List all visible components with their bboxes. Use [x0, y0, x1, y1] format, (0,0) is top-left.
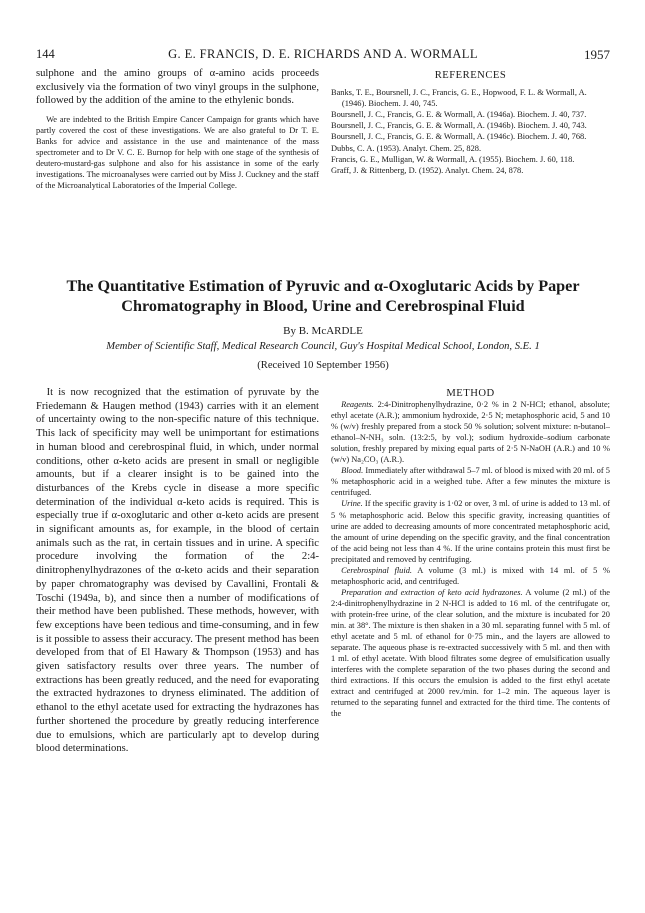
reference-item: Boursnell, J. C., Francis, G. E. & Wormall, A. (1946c). Biochem. J. 40, 768.	[331, 132, 587, 142]
reference-item: Francis, G. E., Mulligan, W. & Wormall, A. (1955). Biochem. J. 60, 118.	[331, 154, 575, 164]
reference-item: Banks, T. E., Boursnell, J. C., Francis, G. E., Hopwood, F. L. & Wormall, A. (1946). Biochem. J. 40, 745.	[331, 88, 587, 109]
reference-item: Graff, J. & Rittenberg, D. (1952). Analyt. Chem. 24, 878.	[331, 165, 524, 175]
section-text: Immediately after withdrawal 5–7 ml. of blood is mixed with 20 ml. of 5 % metaphosphoric acid in a weighed tube. After a few minutes the mixture is centrifuged.	[331, 466, 610, 498]
method-heading: METHOD	[446, 388, 495, 399]
method-extraction	[331, 587, 610, 720]
reference-item: Dubbs, C. A. (1953). Analyt. Chem. 25, 828.	[331, 143, 482, 153]
run-in-heading: Reagents.	[341, 400, 374, 410]
method-blood	[331, 465, 610, 498]
received-date: (Received 10 September 1956)	[257, 360, 389, 371]
introduction-column	[36, 386, 319, 756]
run-in-heading: Blood.	[341, 466, 364, 476]
run-in-heading: Cerebrospinal fluid.	[341, 565, 412, 575]
references	[331, 67, 610, 176]
year: 1957	[584, 47, 610, 62]
section-text: If the specific gravity is 1·02 or over, 3 ml. of urine is added to 13 ml. of 5 % metaphosphoric acid. Below this specific gravity, increasing quantities of urine are added to decreasing amounts of more concentrated metaphosphoric acid, the amount of urine depending on the specific gravity, and the final concentration of the acid being not less than 4 %. If the urine contains protein this must first be precipitated and removed by centrifuging.	[331, 499, 610, 564]
references-heading: REFERENCES	[434, 70, 507, 81]
closing-paragraph: sulphone and the amino groups of α-amino acids proceeds exclusively via the formation of two vinyl groups in the sulphone, followed by the addition of the amine to the ethylenic bonds.	[36, 68, 319, 107]
reference-item: Boursnell, J. C., Francis, G. E. & Wormall, A. (1946a). Biochem. J. 40, 737.	[331, 110, 587, 120]
method-csf	[331, 565, 610, 587]
previous-article-conclusion	[36, 67, 319, 191]
acknowledgement: We are indebted to the British Empire Cancer Campaign for grants which have partly covered the cost of these investigations. We are also grateful to Dr T. E. Banks for advice and assistance in the use and maintenance of the mass spectrometer and to Dr V. C. E. Burnop for help with one stage of the synthesis of deutero-mustard-gas sulphone and also for his assistance in some of the early investigations. The microanalyses were carried out by Miss J. Cuckney and the staff of the Microanalytical Laboratories of the Imperial College.	[36, 114, 319, 191]
byline: By B. McARDLE	[283, 325, 363, 337]
page-number: 144	[36, 47, 55, 61]
method-urine	[331, 498, 610, 564]
run-in-heading: Urine.	[341, 499, 363, 509]
section-text: A volume (3 ml.) is mixed with 14 ml. of 5 % metaphosphoric acid, and centrifuged.	[331, 565, 610, 586]
section-text: 2:4-Dinitrophenylhydrazine, 0·2 % in 2 N-HCl; ethanol, absolute; ethyl acetate (A.R.); ammonium hydroxide, 2·5 N; metaphosphoric acid, 5 and 10 % (w/v) freshly prepared from a stock 50 % solution; solvent mixture: n-butanol–ethanol–N-NH₃ soln. (13:2:5, by vol.); sodium hydroxide–sodium carbonate solution, freshly prepared by mixing equal parts of 2·5 N-NaOH (A.R.) and 10 % (w/v) Na₂CO₃ (A.R.).	[331, 400, 610, 465]
running-header	[36, 47, 610, 63]
reference-item: Boursnell, J. C., Francis, G. E. & Wormall, A. (1946b). Biochem. J. 40, 743.	[331, 121, 587, 131]
section-text: A volume (2 ml.) of the 2:4-dinitrophenylhydrazine in 2 N-HCl is added to 16 ml. of the centrifugate or, with protein-free urine, of the clear solution, and the mixture is incubated for 20 min. at 38°. The mixture is then shaken in a 30 ml. separating funnel with 5 ml. of ethyl acetate and 5 ml. of ethanol for 0·75 min., and the layers are allowed to separate. The aqueous phase is re-extracted successively with 5 ml. and then with 1 ml. of ethyl acetate. With blood filtrates some degree of emulsification usually interferes with the complete separation of the two phases during the second and third extractions. If this occurs the emulsion is added to the first ethyl acetate extract and centrifuged at 2000 rev./min. for 1–2 min. The aqueous layer is returned to the separating funnel and extracted for the third time. The contents of the	[331, 587, 610, 719]
run-in-heading: Preparation and extraction of keto acid hydrazones.	[341, 587, 523, 597]
introduction-paragraph: It is now recognized that the estimation of pyruvate by the Friedemann & Haugen method (1943) carries with it an element of uncertainty owing to the non-specific nature of this technique. This lack of specificity may well be unimportant for estimations in human blood and cerebrospinal fluid, in which, under normal conditions, other α-keto acids are present in small or negligible amounts, but if a clearer insight is to be gained into the disturbances of the Krebs cycle in disease a more specific determination of the individual α-keto acids is required. This is especially true if α-oxoglutaric and other α-keto acids are present in significant amounts as, for example, in the blood of certain animals such as the rat, in certain tissues and in urine. A specific procedure involving the formation of the 2:4-dinitrophenylhydrazones of the α-keto acids and their separation by paper chromatography was devised by Cavallini, Frontali & Toschi (1949a, b), and since then a number of modifications of their method have been published. These methods, however, with few exceptions have been tedious and time-consuming, and in few is it possible to assess their accuracy. The present method has been developed from that of El Hawary & Thompson (1953) and has given satisfactory results over three years. The number of extractions has been greatly reduced, and the need for evaporating the extracted hydrazones to dryness eliminated. The addition of ethanol to the ethyl acetate used for extracting the hydrazones has further shortened the procedure by greatly reducing interference due to emulsions, which are particularly apt to develop during blood determinations.	[36, 387, 319, 755]
method-reagents	[331, 399, 610, 465]
article-title: The Quantitative Estimation of Pyruvic and α-Oxoglutaric Acids by Paper Chromatography in Blood, Urine and Cerebrospinal Fluid	[66, 277, 580, 315]
affiliation: Member of Scientific Staff, Medical Research Council, Guy's Hospital Medical School, London, S.E. 1	[106, 341, 540, 352]
running-title: G. E. FRANCIS, D. E. RICHARDS AND A. WORMALL	[168, 47, 478, 61]
method-column	[331, 388, 610, 719]
